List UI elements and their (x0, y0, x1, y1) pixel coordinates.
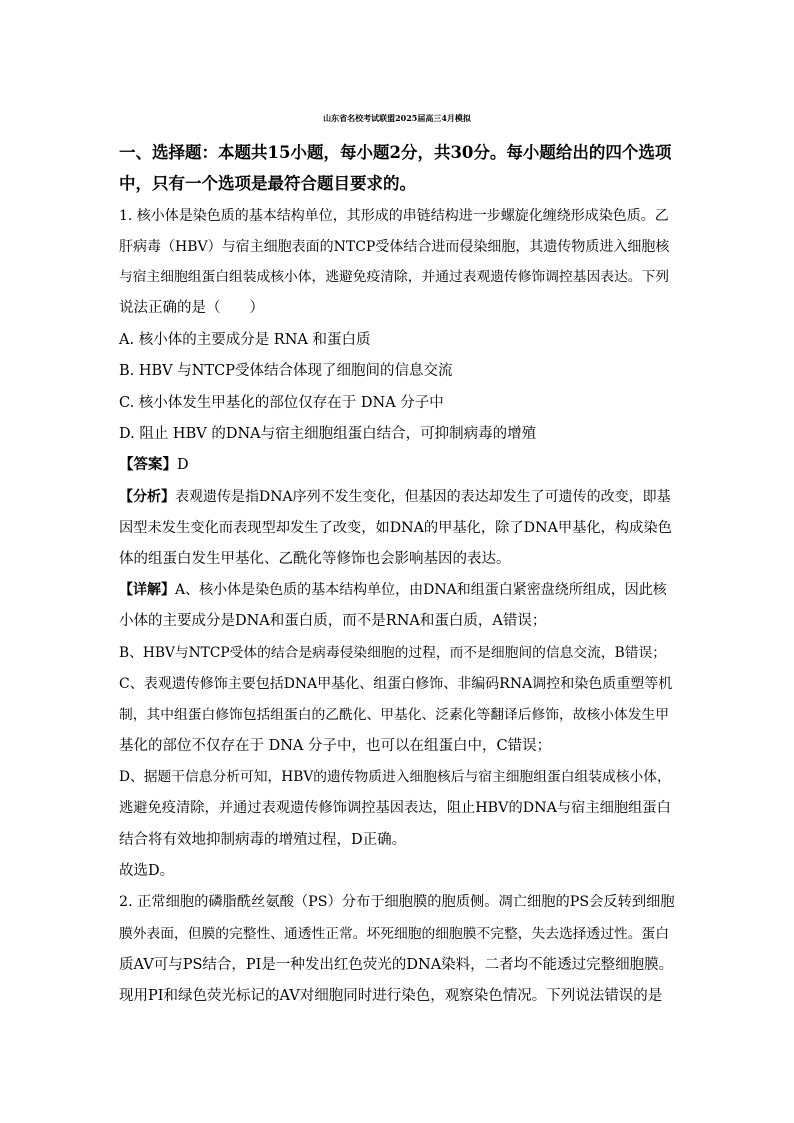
detail-tag: 【详解】 (119, 582, 175, 598)
q1-detail-line: 基化的部位不仅存在于 DNA 分子中，也可以在组蛋白中，C错误； (119, 738, 552, 754)
q1-option-b: B. HBV 与NTCP受体结合体现了细胞间的信息交流 (119, 363, 453, 379)
section-header-line: 一、选择题：本题共15小题，每小题2分，共30分。每小题给出的四个选项 (119, 143, 672, 162)
detail-text: A、核小体是染色质的基本结构单位，由DNA和组蛋白紧密盘绕所组成，因此核 (175, 582, 667, 598)
q2-stem-line: 现用PI和绿色荧光标记的AV对细胞同时进行染色，观察染色情况。下列说法错误的是 (119, 988, 663, 1004)
q1-analysis-line: 因型未发生变化而表现型却发生了改变，如DNA的甲基化，除了DNA甲基化，构成染色 (119, 520, 672, 536)
q1-stem-line: 与宿主细胞组蛋白组装成核小体，逃避免疫清除，并通过表观遗传修饰调控基因表达。下列 (119, 269, 670, 285)
q1-option-a: A. 核小体的主要成分是 RNA 和蛋白质 (119, 332, 371, 348)
q1-stem-line: 说法正确的是（ ） (119, 300, 264, 316)
q1-option-d: D. 阻止 HBV 的DNA与宿主细胞组蛋白结合，可抑制病毒的增殖 (119, 426, 537, 442)
q1-detail-line (119, 579, 667, 601)
analysis-text: 表观遗传是指DNA序列不发生变化，但基因的表达却发生了可遗传的改变，即基 (175, 489, 671, 505)
analysis-tag: 【分析】 (119, 489, 175, 505)
q1-stem-line: 1. 核小体是染色质的基本结构单位，其形成的串链结构进一步螺旋化缠绕形成染色质。乙 (119, 208, 669, 224)
q1-stem-line: 肝病毒（HBV）与宿主细胞表面的NTCP受体结合进而侵染细胞，其遗传物质进入细胞核 (119, 239, 670, 255)
answer-value: D (177, 457, 189, 473)
q2-stem-line: 膜外表面，但膜的完整性、通透性正常。坏死细胞的细胞膜不完整，失去选择透过性。蛋白 (119, 926, 670, 942)
q1-detail-line: 小体的主要成分是DNA和蛋白质，而不是RNA和蛋白质，A错误； (119, 613, 547, 629)
q2-stem-line: 质AV可与PS结合，PI是一种发出红色荧光的DNA染料，二者均不能透过完整细胞膜。 (119, 957, 674, 973)
q1-detail-line: 逃避免疫清除，并通过表观遗传修饰调控基因表达，阻止HBV的DNA与宿主细胞组蛋白 (119, 800, 671, 816)
section-header-line: 中，只有一个选项是最符合题目要求的。 (119, 174, 416, 193)
q1-detail-line: B、HBV与NTCP受体的结合是病毒侵染细胞的过程，而不是细胞间的信息交流，B错误； (119, 645, 666, 661)
q1-detail-line: 结合将有效地抑制病毒的增殖过程，D正确。 (119, 832, 407, 848)
q1-conclusion: 故选D。 (119, 863, 175, 879)
q1-analysis-line: 体的组蛋白发生甲基化、乙酰化等修饰也会影响基因的表达。 (119, 551, 511, 567)
q1-answer (119, 454, 189, 476)
q1-option-c: C. 核小体发生甲基化的部位仅存在于 DNA 分子中 (119, 395, 444, 411)
q1-detail-line: C、表观遗传修饰主要包括DNA甲基化、组蛋白修饰、非编码RNA调控和染色质重塑等机 (119, 676, 673, 692)
answer-tag: 【答案】 (119, 456, 177, 473)
page-title: 山东省名校考试联盟2025届高三4月模拟 (323, 113, 471, 123)
q1-detail-line: D、据题干信息分析可知，HBV的遗传物质进入细胞核后与宿主细胞组蛋白组装成核小体， (119, 769, 671, 785)
q2-stem-line: 2. 正常细胞的磷脂酰丝氨酸（PS）分布于细胞膜的胞质侧。凋亡细胞的PS会反转到细胞 (119, 894, 675, 910)
q1-detail-line: 制，其中组蛋白修饰包括组蛋白的乙酰化、甲基化、泛素化等翻译后修饰，故核小体发生甲 (119, 707, 670, 723)
q1-analysis-line (119, 486, 671, 508)
